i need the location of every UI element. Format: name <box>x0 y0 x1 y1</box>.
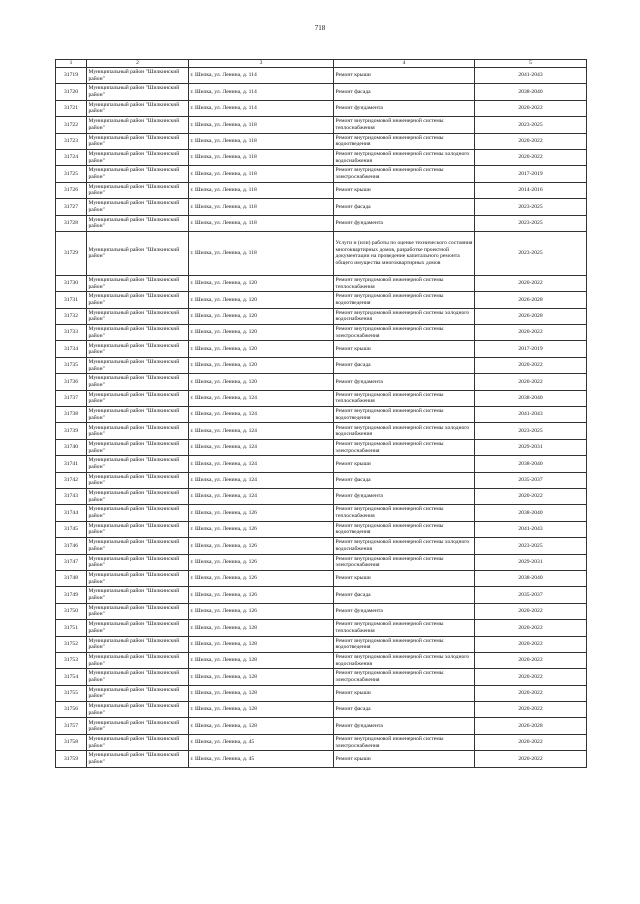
address-cell: г. Шилка, ул. Ленина, д. 118 <box>189 199 334 215</box>
work-type-cell: Ремонт внутридомовой инженерной системы электроснабжения <box>334 554 475 570</box>
period-cell: 2020-2022 <box>475 488 587 504</box>
municipality-cell: Муниципальный район "Шилкинский район" <box>87 751 189 767</box>
work-type-cell: Ремонт внутридомовой инженерной системы водоотведения <box>334 292 475 308</box>
address-cell: г. Шилка, ул. Ленина, д. 45 <box>189 751 334 767</box>
municipality-cell: Муниципальный район "Шилкинский район" <box>87 505 189 521</box>
row-number-cell: 31749 <box>56 587 87 603</box>
work-type-cell: Ремонт крыши <box>334 570 475 586</box>
work-type-cell: Ремонт фундамента <box>334 488 475 504</box>
row-number-cell: 31731 <box>56 292 87 308</box>
period-cell: 2017-2019 <box>475 341 587 357</box>
table-row <box>56 587 587 603</box>
work-type-cell: Ремонт фасада <box>334 702 475 718</box>
table-row <box>56 554 587 570</box>
period-cell: 2020-2022 <box>475 357 587 373</box>
row-number-cell: 31742 <box>56 472 87 488</box>
work-type-cell: Ремонт фасада <box>334 199 475 215</box>
work-type-cell: Ремонт фундамента <box>334 215 475 231</box>
period-cell: 2023-2025 <box>475 423 587 439</box>
municipality-cell: Муниципальный район "Шилкинский район" <box>87 149 189 165</box>
period-cell: 2026-2028 <box>475 718 587 734</box>
table-row <box>56 325 587 341</box>
municipality-cell: Муниципальный район "Шилкинский район" <box>87 308 189 324</box>
municipality-cell: Муниципальный район "Шилкинский район" <box>87 456 189 472</box>
municipality-cell: Муниципальный район "Шилкинский район" <box>87 554 189 570</box>
address-cell: г. Шилка, ул. Ленина, д. 124 <box>189 423 334 439</box>
address-cell: г. Шилка, ул. Ленина, д. 118 <box>189 182 334 198</box>
address-cell: г. Шилка, ул. Ленина, д. 124 <box>189 456 334 472</box>
row-number-cell: 31723 <box>56 133 87 149</box>
work-type-cell: Ремонт крыши <box>334 751 475 767</box>
period-cell: 2038-2040 <box>475 84 587 100</box>
municipality-cell: Муниципальный район "Шилкинский район" <box>87 325 189 341</box>
period-cell: 2041-2043 <box>475 407 587 423</box>
address-cell: г. Шилка, ул. Ленина, д. 118 <box>189 215 334 231</box>
address-cell: г. Шилка, ул. Ленина, д. 118 <box>189 166 334 182</box>
municipality-cell: Муниципальный район "Шилкинский район" <box>87 652 189 668</box>
work-type-cell: Ремонт внутридомовой инженерной системы холодного водоснабжения <box>334 423 475 439</box>
column-header-1: 1 <box>56 60 87 68</box>
row-number-cell: 31755 <box>56 685 87 701</box>
table-row <box>56 472 587 488</box>
address-cell: г. Шилка, ул. Ленина, д. 126 <box>189 505 334 521</box>
column-header-4: 4 <box>334 60 475 68</box>
address-cell: г. Шилка, ул. Ленина, д. 128 <box>189 652 334 668</box>
address-cell: г. Шилка, ул. Ленина, д. 120 <box>189 357 334 373</box>
row-number-cell: 31741 <box>56 456 87 472</box>
table-header <box>56 60 587 68</box>
table-row <box>56 570 587 586</box>
row-number-cell: 31730 <box>56 275 87 291</box>
work-type-cell: Ремонт внутридомовой инженерной системы электроснабжения <box>334 166 475 182</box>
address-cell: г. Шилка, ул. Ленина, д. 118 <box>189 231 334 275</box>
row-number-cell: 31745 <box>56 521 87 537</box>
work-type-cell: Ремонт внутридомовой инженерной системы холодного водоснабжения <box>334 538 475 554</box>
period-cell: 2023-2025 <box>475 231 587 275</box>
municipality-cell: Муниципальный район "Шилкинский район" <box>87 117 189 133</box>
table-row <box>56 456 587 472</box>
address-cell: г. Шилка, ул. Ленина, д. 120 <box>189 341 334 357</box>
work-type-cell: Ремонт внутридомовой инженерной системы водоотведения <box>334 407 475 423</box>
municipality-cell: Муниципальный район "Шилкинский район" <box>87 439 189 455</box>
row-number-cell: 31752 <box>56 636 87 652</box>
period-cell: 2026-2028 <box>475 292 587 308</box>
row-number-cell: 31746 <box>56 538 87 554</box>
row-number-cell: 31732 <box>56 308 87 324</box>
period-cell: 2014-2016 <box>475 182 587 198</box>
municipality-cell: Муниципальный район "Шилкинский район" <box>87 718 189 734</box>
table-row <box>56 341 587 357</box>
table-row <box>56 215 587 231</box>
municipality-cell: Муниципальный район "Шилкинский район" <box>87 357 189 373</box>
municipality-cell: Муниципальный район "Шилкинский район" <box>87 341 189 357</box>
municipality-cell: Муниципальный район "Шилкинский район" <box>87 734 189 750</box>
address-cell: г. Шилка, ул. Ленина, д. 128 <box>189 669 334 685</box>
address-cell: г. Шилка, ул. Ленина, д. 128 <box>189 718 334 734</box>
period-cell: 2020-2022 <box>475 149 587 165</box>
row-number-cell: 31736 <box>56 374 87 390</box>
period-cell: 2020-2022 <box>475 374 587 390</box>
table-row <box>56 636 587 652</box>
period-cell: 2020-2022 <box>475 751 587 767</box>
table-row <box>56 84 587 100</box>
address-cell: г. Шилка, ул. Ленина, д. 118 <box>189 117 334 133</box>
period-cell: 2020-2022 <box>475 685 587 701</box>
period-cell: 2023-2025 <box>475 117 587 133</box>
column-header-5: 5 <box>475 60 587 68</box>
address-cell: г. Шилка, ул. Ленина, д. 45 <box>189 734 334 750</box>
period-cell: 2029-2031 <box>475 439 587 455</box>
table-row <box>56 521 587 537</box>
row-number-cell: 31724 <box>56 149 87 165</box>
table-row <box>56 100 587 116</box>
period-cell: 2017-2019 <box>475 166 587 182</box>
period-cell: 2020-2022 <box>475 669 587 685</box>
table-row <box>56 199 587 215</box>
work-type-cell: Ремонт внутридомовой инженерной системы теплоснабжения <box>334 620 475 636</box>
address-cell: г. Шилка, ул. Ленина, д. 128 <box>189 620 334 636</box>
row-number-cell: 31734 <box>56 341 87 357</box>
row-number-cell: 31737 <box>56 390 87 406</box>
municipality-cell: Муниципальный район "Шилкинский район" <box>87 133 189 149</box>
work-type-cell: Ремонт внутридомовой инженерной системы теплоснабжения <box>334 505 475 521</box>
column-header-2: 2 <box>87 60 189 68</box>
period-cell: 2041-2043 <box>475 521 587 537</box>
row-number-cell: 31747 <box>56 554 87 570</box>
work-type-cell: Ремонт внутридомовой инженерной системы теплоснабжения <box>334 117 475 133</box>
address-cell: г. Шилка, ул. Ленина, д. 128 <box>189 636 334 652</box>
period-cell: 2020-2022 <box>475 702 587 718</box>
municipality-cell: Муниципальный район "Шилкинский район" <box>87 215 189 231</box>
row-number-cell: 31738 <box>56 407 87 423</box>
municipality-cell: Муниципальный район "Шилкинский район" <box>87 374 189 390</box>
table-row <box>56 374 587 390</box>
work-type-cell: Ремонт крыши <box>334 341 475 357</box>
address-cell: г. Шилка, ул. Ленина, д. 126 <box>189 521 334 537</box>
capital-repair-table <box>55 59 587 768</box>
address-cell: г. Шилка, ул. Ленина, д. 120 <box>189 374 334 390</box>
municipality-cell: Муниципальный район "Шилкинский район" <box>87 84 189 100</box>
table-row <box>56 652 587 668</box>
municipality-cell: Муниципальный район "Шилкинский район" <box>87 702 189 718</box>
work-type-cell: Ремонт фундамента <box>334 374 475 390</box>
address-cell: г. Шилка, ул. Ленина, д. 114 <box>189 68 334 84</box>
work-type-cell: Ремонт внутридомовой инженерной системы водоотведения <box>334 636 475 652</box>
work-type-cell: Ремонт фасада <box>334 84 475 100</box>
table-row <box>56 439 587 455</box>
municipality-cell: Муниципальный район "Шилкинский район" <box>87 166 189 182</box>
row-number-cell: 31728 <box>56 215 87 231</box>
municipality-cell: Муниципальный район "Шилкинский район" <box>87 231 189 275</box>
period-cell: 2020-2022 <box>475 620 587 636</box>
address-cell: г. Шилка, ул. Ленина, д. 124 <box>189 472 334 488</box>
work-type-cell: Ремонт внутридомовой инженерной системы теплоснабжения <box>334 390 475 406</box>
period-cell: 2038-2040 <box>475 505 587 521</box>
municipality-cell: Муниципальный район "Шилкинский район" <box>87 407 189 423</box>
address-cell: г. Шилка, ул. Ленина, д. 120 <box>189 275 334 291</box>
table-row <box>56 390 587 406</box>
table-row <box>56 117 587 133</box>
address-cell: г. Шилка, ул. Ленина, д. 120 <box>189 308 334 324</box>
row-number-cell: 31757 <box>56 718 87 734</box>
period-cell: 2038-2040 <box>475 456 587 472</box>
period-cell: 2020-2022 <box>475 734 587 750</box>
address-cell: г. Шилка, ул. Ленина, д. 114 <box>189 84 334 100</box>
work-type-cell: Ремонт крыши <box>334 182 475 198</box>
row-number-cell: 31748 <box>56 570 87 586</box>
header-row <box>56 60 587 68</box>
municipality-cell: Муниципальный район "Шилкинский район" <box>87 472 189 488</box>
address-cell: г. Шилка, ул. Ленина, д. 118 <box>189 133 334 149</box>
table-row <box>56 505 587 521</box>
municipality-cell: Муниципальный район "Шилкинский район" <box>87 685 189 701</box>
municipality-cell: Муниципальный район "Шилкинский район" <box>87 538 189 554</box>
table-row <box>56 751 587 767</box>
row-number-cell: 31739 <box>56 423 87 439</box>
row-number-cell: 31758 <box>56 734 87 750</box>
row-number-cell: 31735 <box>56 357 87 373</box>
row-number-cell: 31720 <box>56 84 87 100</box>
work-type-cell: Ремонт внутридомовой инженерной системы водоотведения <box>334 133 475 149</box>
row-number-cell: 31750 <box>56 603 87 619</box>
row-number-cell: 31726 <box>56 182 87 198</box>
work-type-cell: Ремонт крыши <box>334 456 475 472</box>
row-number-cell: 31759 <box>56 751 87 767</box>
address-cell: г. Шилка, ул. Ленина, д. 124 <box>189 390 334 406</box>
row-number-cell: 31744 <box>56 505 87 521</box>
row-number-cell: 31722 <box>56 117 87 133</box>
address-cell: г. Шилка, ул. Ленина, д. 126 <box>189 587 334 603</box>
work-type-cell: Ремонт крыши <box>334 68 475 84</box>
address-cell: г. Шилка, ул. Ленина, д. 126 <box>189 603 334 619</box>
address-cell: г. Шилка, ул. Ленина, д. 126 <box>189 570 334 586</box>
period-cell: 2020-2022 <box>475 636 587 652</box>
period-cell: 2020-2022 <box>475 133 587 149</box>
work-type-cell: Ремонт внутридомовой инженерной системы электроснабжения <box>334 325 475 341</box>
address-cell: г. Шилка, ул. Ленина, д. 114 <box>189 100 334 116</box>
municipality-cell: Муниципальный район "Шилкинский район" <box>87 587 189 603</box>
page-number: 718 <box>314 24 326 32</box>
table-row <box>56 669 587 685</box>
row-number-cell: 31756 <box>56 702 87 718</box>
period-cell: 2020-2022 <box>475 652 587 668</box>
table-row <box>56 275 587 291</box>
table-row <box>56 166 587 182</box>
row-number-cell: 31729 <box>56 231 87 275</box>
address-cell: г. Шилка, ул. Ленина, д. 124 <box>189 439 334 455</box>
address-cell: г. Шилка, ул. Ленина, д. 118 <box>189 149 334 165</box>
municipality-cell: Муниципальный район "Шилкинский район" <box>87 292 189 308</box>
work-type-cell: Ремонт фундамента <box>334 718 475 734</box>
address-cell: г. Шилка, ул. Ленина, д. 126 <box>189 554 334 570</box>
period-cell: 2029-2031 <box>475 554 587 570</box>
table-row <box>56 685 587 701</box>
row-number-cell: 31725 <box>56 166 87 182</box>
period-cell: 2023-2025 <box>475 215 587 231</box>
row-number-cell: 31721 <box>56 100 87 116</box>
work-type-cell: Услуги и (или) работы по оценке технического состояния многоквартирных домов, разработке проектной документации на проведение капитального ремонта общего имущества многоквартирных домов <box>334 231 475 275</box>
work-type-cell: Ремонт внутридомовой инженерной системы холодного водоснабжения <box>334 308 475 324</box>
table-row <box>56 68 587 84</box>
table-body <box>56 68 587 768</box>
address-cell: г. Шилка, ул. Ленина, д. 128 <box>189 685 334 701</box>
address-cell: г. Шилка, ул. Ленина, д. 124 <box>189 488 334 504</box>
municipality-cell: Муниципальный район "Шилкинский район" <box>87 275 189 291</box>
work-type-cell: Ремонт внутридомовой инженерной системы холодного водоснабжения <box>334 149 475 165</box>
work-type-cell: Ремонт внутридомовой инженерной системы электроснабжения <box>334 669 475 685</box>
municipality-cell: Муниципальный район "Шилкинский район" <box>87 488 189 504</box>
table-row <box>56 231 587 275</box>
row-number-cell: 31719 <box>56 68 87 84</box>
work-type-cell: Ремонт фундамента <box>334 603 475 619</box>
row-number-cell: 31754 <box>56 669 87 685</box>
work-type-cell: Ремонт внутридомовой инженерной системы электроснабжения <box>334 734 475 750</box>
table-row <box>56 718 587 734</box>
work-type-cell: Ремонт фасада <box>334 587 475 603</box>
period-cell: 2020-2022 <box>475 325 587 341</box>
row-number-cell: 31740 <box>56 439 87 455</box>
table-row <box>56 538 587 554</box>
period-cell: 2023-2025 <box>475 538 587 554</box>
work-type-cell: Ремонт крыши <box>334 685 475 701</box>
column-header-3: 3 <box>189 60 334 68</box>
municipality-cell: Муниципальный район "Шилкинский район" <box>87 423 189 439</box>
address-cell: г. Шилка, ул. Ленина, д. 120 <box>189 325 334 341</box>
table-row <box>56 734 587 750</box>
work-type-cell: Ремонт фасада <box>334 357 475 373</box>
table-row <box>56 488 587 504</box>
period-cell: 2038-2040 <box>475 390 587 406</box>
period-cell: 2035-2037 <box>475 587 587 603</box>
table-row <box>56 149 587 165</box>
table-row <box>56 308 587 324</box>
row-number-cell: 31733 <box>56 325 87 341</box>
period-cell: 2035-2037 <box>475 472 587 488</box>
period-cell: 2023-2025 <box>475 199 587 215</box>
table-row <box>56 620 587 636</box>
table-row <box>56 133 587 149</box>
table-row <box>56 357 587 373</box>
table-row <box>56 182 587 198</box>
municipality-cell: Муниципальный район "Шилкинский район" <box>87 199 189 215</box>
municipality-cell: Муниципальный район "Шилкинский район" <box>87 521 189 537</box>
work-type-cell: Ремонт фасада <box>334 472 475 488</box>
municipality-cell: Муниципальный район "Шилкинский район" <box>87 603 189 619</box>
period-cell: 2020-2022 <box>475 100 587 116</box>
table-row <box>56 407 587 423</box>
work-type-cell: Ремонт фундамента <box>334 100 475 116</box>
work-type-cell: Ремонт внутридомовой инженерной системы водоотведения <box>334 521 475 537</box>
table-row <box>56 603 587 619</box>
municipality-cell: Муниципальный район "Шилкинский район" <box>87 68 189 84</box>
municipality-cell: Муниципальный район "Шилкинский район" <box>87 570 189 586</box>
address-cell: г. Шилка, ул. Ленина, д. 126 <box>189 538 334 554</box>
period-cell: 2020-2022 <box>475 275 587 291</box>
municipality-cell: Муниципальный район "Шилкинский район" <box>87 620 189 636</box>
period-cell: 2020-2022 <box>475 603 587 619</box>
row-number-cell: 31751 <box>56 620 87 636</box>
address-cell: г. Шилка, ул. Ленина, д. 124 <box>189 407 334 423</box>
table-row <box>56 423 587 439</box>
work-type-cell: Ремонт внутридомовой инженерной системы теплоснабжения <box>334 275 475 291</box>
address-cell: г. Шилка, ул. Ленина, д. 128 <box>189 702 334 718</box>
period-cell: 2026-2028 <box>475 308 587 324</box>
municipality-cell: Муниципальный район "Шилкинский район" <box>87 669 189 685</box>
municipality-cell: Муниципальный район "Шилкинский район" <box>87 636 189 652</box>
municipality-cell: Муниципальный район "Шилкинский район" <box>87 390 189 406</box>
work-type-cell: Ремонт внутридомовой инженерной системы электроснабжения <box>334 439 475 455</box>
period-cell: 2038-2040 <box>475 570 587 586</box>
address-cell: г. Шилка, ул. Ленина, д. 120 <box>189 292 334 308</box>
row-number-cell: 31743 <box>56 488 87 504</box>
table-row <box>56 292 587 308</box>
work-type-cell: Ремонт внутридомовой инженерной системы холодного водоснабжения <box>334 652 475 668</box>
row-number-cell: 31753 <box>56 652 87 668</box>
period-cell: 2041-2043 <box>475 68 587 84</box>
municipality-cell: Муниципальный район "Шилкинский район" <box>87 182 189 198</box>
municipality-cell: Муниципальный район "Шилкинский район" <box>87 100 189 116</box>
table-row <box>56 702 587 718</box>
row-number-cell: 31727 <box>56 199 87 215</box>
